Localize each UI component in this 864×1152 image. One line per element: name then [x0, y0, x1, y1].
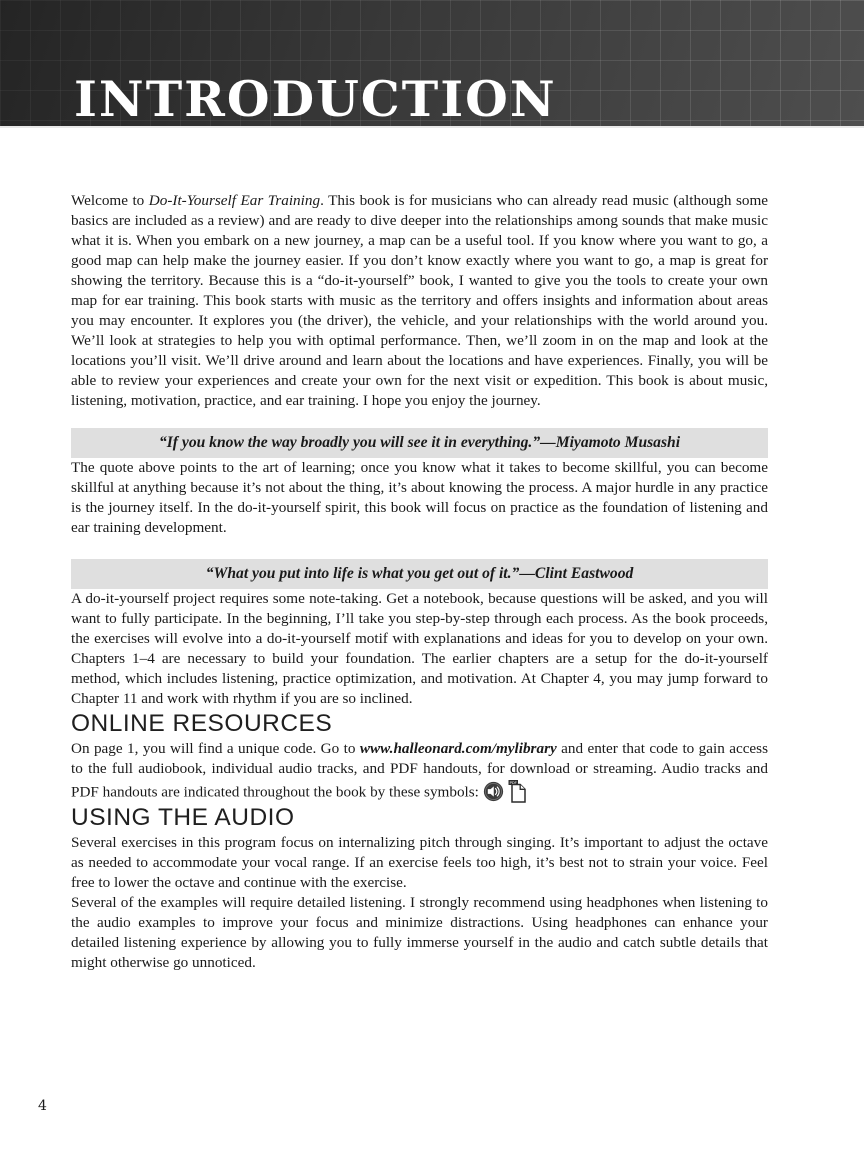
chapter-title: INTRODUCTION: [74, 70, 557, 128]
book-title-reference: Do-It-Yourself Ear Training: [148, 192, 321, 209]
intro-paragraph-1: [71, 191, 768, 411]
heading-online-resources: ONLINE RESOURCES: [71, 710, 333, 737]
pdf-badge-label: PDF: [509, 781, 517, 785]
heading-using-the-audio: USING THE AUDIO: [71, 804, 295, 831]
mylibrary-url[interactable]: www.halleonard.com/mylibrary: [359, 740, 557, 757]
intro-p1-rest: . This book is for musicians who can already read music (although some basics are included as a review) and are ready to dive deeper into the relationships among sounds that make music what it is. When you embark on a new journey, a map can be a useful tool. If you know where you want to go, a good map can help make the journey easier. If you don’t know exactly where you want to go, a map is great for showing the territory. Because this is a “do-it-yourself” book, I wanted to give you the tools to create your own map for ear training. This book starts with music as the territory and offers insights and information about areas you may encounter. It explores you (the driver), the vehicle, and your relationships with the world around you. We’ll look at strategies to help you with optimal performance. Then, we’ll zoom in on the map and look at the locations you’ll visit. We’ll drive around and learn about the locations and have experiences. Finally, you will be able to review your experiences and create your own for the next visit or expedition. This book is about music, listening, motivation, practice, and ear training. I hope you enjoy the journey.: [71, 192, 769, 409]
quote-eastwood: “What you put into life is what you get out of it.”—Clint Eastwood: [71, 559, 768, 589]
online-resources-paragraph: [71, 739, 768, 803]
intro-paragraph-2: The quote above points to the art of learning; once you know what it takes to become skillful, you can become skillful at anything because it’s not about the thing, it’s about knowing the process. A major hurdle in any practice is the journey itself. In the do-it-yourself spirit, this book will focus on practice as the foundation of listening and ear training development.: [71, 459, 768, 536]
symbol-icons: [483, 779, 528, 803]
online-resources-prefix: On page 1, you will find a unique code. Go to: [71, 740, 360, 757]
online-resources-rest: and enter that code to gain access to the full audiobook, individual audio tracks, and PDF handouts, for download or streaming. Audio tracks and PDF handouts are indicated throughout the book by these symbols:: [71, 740, 768, 801]
pdf-handout-icon: [508, 779, 528, 803]
page-number: 4: [38, 1098, 47, 1114]
using-audio-paragraph-1: Several exercises in this program focus on internalizing pitch through singing. It’s important to adjust the octave as needed to accommodate your vocal range. If an exercise feels too high, it’s best not to strain your voice. Feel free to lower the octave and continue with the exercise.: [71, 834, 768, 891]
page-content: [0, 128, 864, 973]
quote-musashi: “If you know the way broadly you will see it in everything.”—Miyamoto Musashi: [71, 428, 768, 458]
audio-track-icon: [483, 781, 504, 802]
intro-p1-prefix: Welcome to: [71, 192, 149, 209]
using-audio-paragraph-2: Several of the examples will require detailed listening. I strongly recommend using headphones when listening to the audio examples to improve your focus and minimize distractions. Using headphones can enhance your detailed listening experience by allowing you to fully immerse yourself in the audio and catch subtle details that might otherwise go unnoticed.: [71, 894, 768, 971]
chapter-banner: [0, 0, 864, 128]
intro-paragraph-3: A do-it-yourself project requires some note-taking. Get a notebook, because questions will be asked, and you will want to fully participate. In the beginning, I’ll take you step-by-step through each process. As the book proceeds, the exercises will evolve into a do-it-yourself motif with explanations and ideas for you to develop on your own. Chapters 1–4 are necessary to build your foundation. The earlier chapters are a setup for the do-it-yourself method, which includes listening, practice optimization, and motivation. At Chapter 4, you may jump forward to Chapter 11 and work with rhythm if you are so inclined.: [71, 590, 768, 707]
